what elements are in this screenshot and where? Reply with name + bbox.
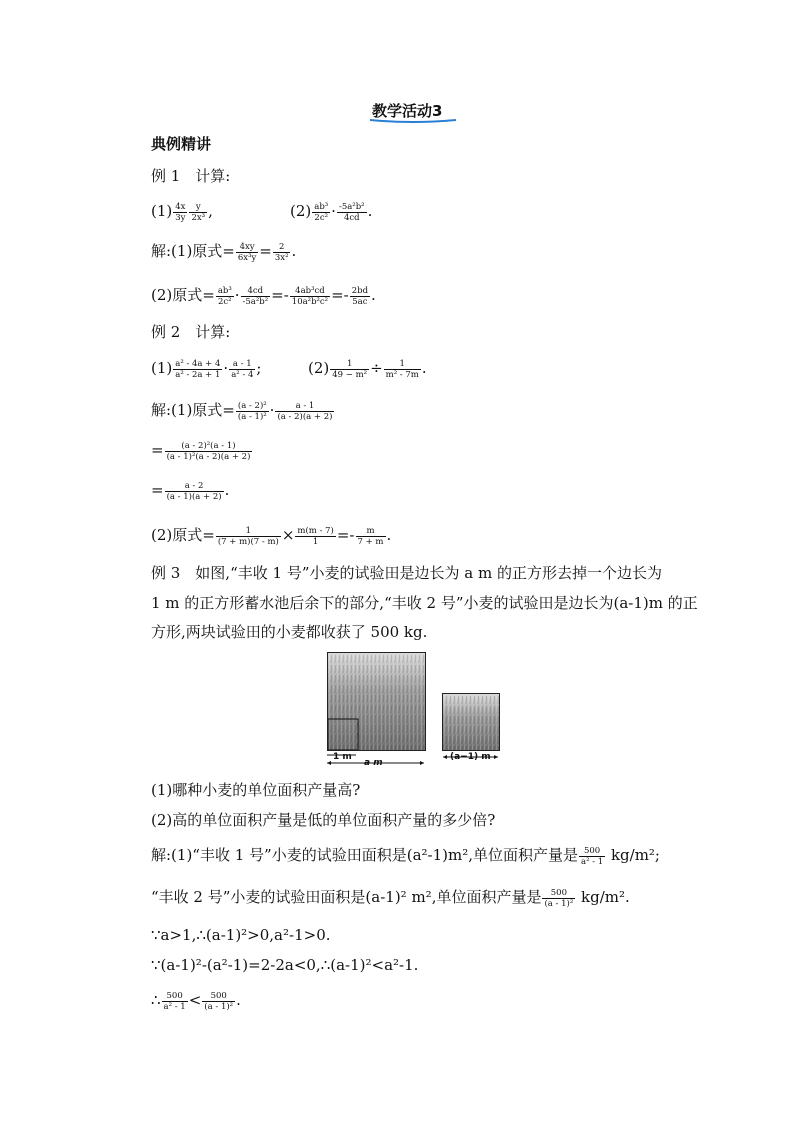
ex3-text-line1: 例 3 如图,“丰收 1 号”小麦的试验田是边长为 a m 的正方形去掉一个边长为 bbox=[151, 564, 662, 582]
ex2-problem1: (1) $\frac{\text{a² - 4a + 4}}{\text{a² - 2a + 1}}$ · $\frac{a - 1}{\text{a² - 4}}$ ; bbox=[151, 358, 262, 380]
ex3-answer1: 解:(1)“丰收 1 号”小麦的试验田面积是(a²-1)m²,单位面积产量是 $\frac{500}{\text{a² - 1}}$ kg/m²; bbox=[151, 845, 660, 867]
ex1-solution1: 解:(1)原式= $\frac{4xy}{\text{6x³y}}$ = $\frac{2}{\text{3x²}}$ . bbox=[151, 241, 297, 263]
wheat-field-small bbox=[442, 693, 500, 751]
ex3-text-line3: 方形,两块试验田的小麦都收获了 500 kg. bbox=[151, 623, 428, 641]
ex1-problem2: (2) $\frac{\text{ab³}}{\text{2c²}}$ · $\frac{\text{-5a²b²}}{4cd}$ . bbox=[290, 201, 373, 223]
ex2-solution-step1: 解:(1)原式= $\frac{\text{(a - 2)²}}{\text{(a - 1)²}}$ · $\frac{a - 1}{(a - 2)(a + 2)}$ bbox=[151, 400, 333, 422]
label-a1m: (a−1) m bbox=[450, 752, 491, 762]
ex1-problem1: (1) $\frac{4x}{3y}$ $\frac{y}{\text{2x³}}$ , bbox=[151, 201, 213, 223]
ex2-solution-step3: = $\frac{a - 2}{(a - 1)(a + 2)}$ . bbox=[151, 480, 230, 502]
ex3-question1: (1)哪种小麦的单位面积产量高? bbox=[151, 781, 361, 799]
wheat-field-large bbox=[327, 652, 426, 751]
page-title: 教学活动3 bbox=[372, 102, 443, 120]
title-underline bbox=[370, 119, 456, 123]
ex3-answer5: ∴ $\frac{500}{\text{a² - 1}}$ < $\frac{500}{\text{(a - 1)²}}$ . bbox=[151, 990, 241, 1012]
ex2-solution-part2: (2)原式= $\frac{1}{(7 + m)(7 - m)}$ × $\frac{m(m - 7)}{1}$ =- $\frac{m}{7 + m}$ . bbox=[151, 525, 392, 547]
label-1m: 1 m bbox=[333, 752, 352, 762]
ex2-solution-step2: = $\frac{\text{(a - 2)²(a - 1)}}{\text{(a - 1)²(a - 2)(a + 2)}}$ bbox=[151, 440, 251, 462]
ex3-answer3: ∵a>1,∴(a-1)²>0,a²-1>0. bbox=[151, 926, 331, 944]
label-am: a m bbox=[364, 758, 383, 768]
wheat-texture-large bbox=[328, 653, 425, 750]
wheat-texture-small bbox=[443, 694, 499, 750]
ex3-text-line2: 1 m 的正方形蓄水池后余下的部分,“丰收 2 号”小麦的试验田是边长为(a-1)m 的正 bbox=[151, 594, 698, 612]
ex1-label: 例 1 计算: bbox=[151, 167, 231, 185]
ex3-answer4: ∵(a-1)²-(a²-1)=2-2a<0,∴(a-1)²<a²-1. bbox=[151, 956, 419, 974]
ex1-solution2: (2)原式= $\frac{\text{ab³}}{\text{2c²}}$ · $\frac{4cd}{\text{-5a²b²}}$ =- $\frac{\text{4ab³cd}}{\text{10a²b²c²}}$ =- $\frac{2bd}{5ac}$ . bbox=[151, 285, 376, 307]
ex2-label: 例 2 计算: bbox=[151, 323, 231, 341]
ex3-question2: (2)高的单位面积产量是低的单位面积产量的多少倍? bbox=[151, 811, 496, 829]
section-heading: 典例精讲 bbox=[151, 135, 212, 153]
ex2-problem2: (2) $\frac{1}{\text{49 − m²}}$ ÷ $\frac{1}{\text{m² - 7m}}$ . bbox=[308, 358, 427, 380]
ex3-answer2: “丰收 2 号”小麦的试验田面积是(a-1)² m²,单位面积产量是 $\frac{500}{\text{(a - 1)²}}$ kg/m². bbox=[151, 887, 630, 909]
